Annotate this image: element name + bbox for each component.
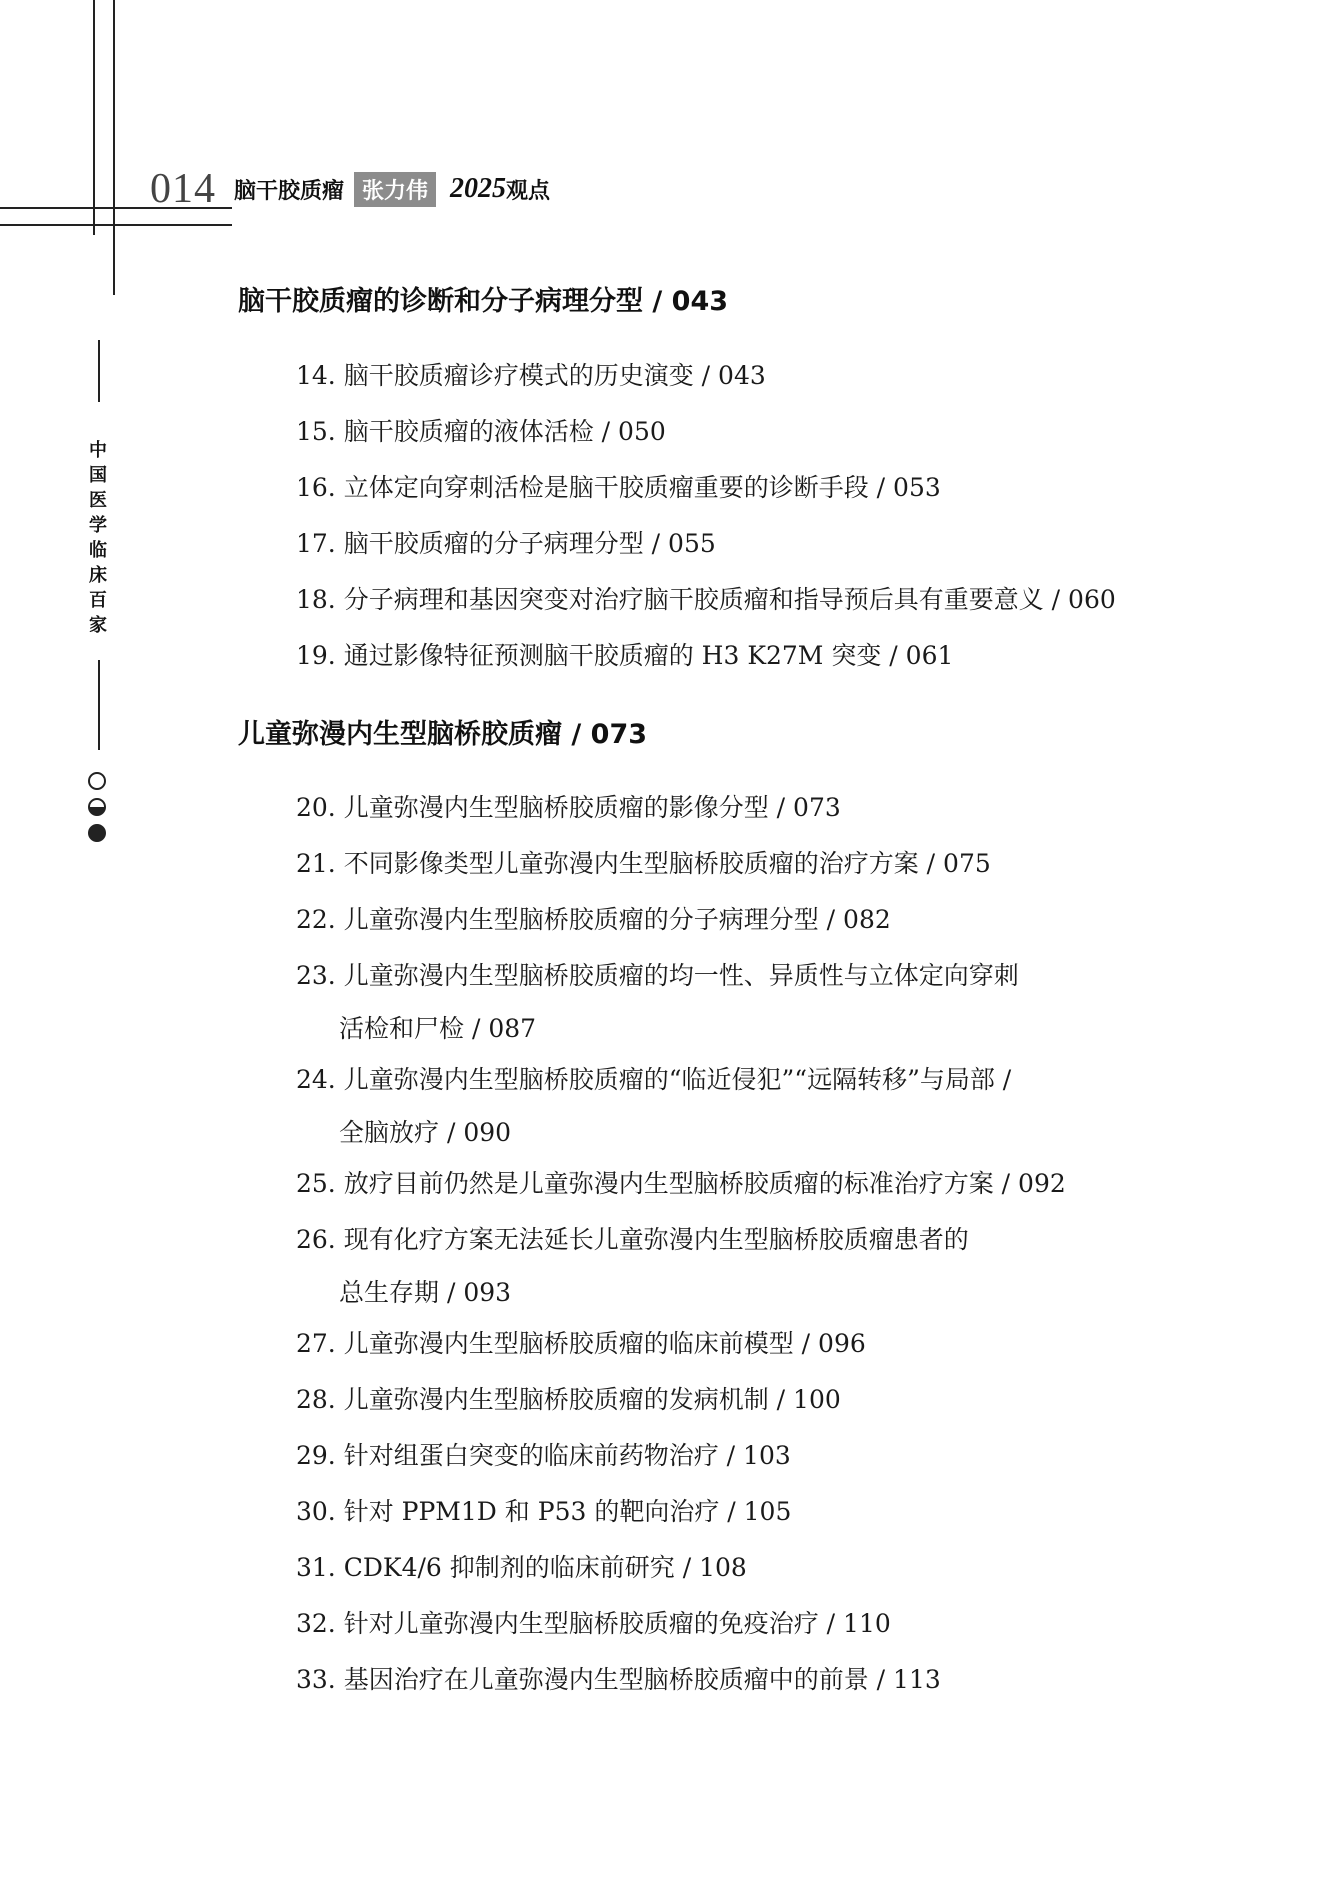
entry-text: 通过影像特征预测脑干胶质瘤的 H3 K27M 突变 / 061	[343, 641, 954, 670]
entry-text: 脑干胶质瘤诊疗模式的历史演变 / 043	[343, 361, 766, 390]
entry-number: 15.	[296, 417, 336, 446]
toc-entry	[296, 1167, 1066, 1201]
entry-number: 22.	[296, 905, 336, 934]
section-title: 儿童弥漫内生型脑桥胶质瘤 / 073	[238, 719, 648, 750]
series-char: 学	[89, 515, 107, 536]
entry-text: 针对 PPM1D 和 P53 的靶向治疗 / 105	[343, 1497, 792, 1526]
entry-number: 28.	[296, 1385, 336, 1414]
side-rule-lower	[98, 660, 100, 750]
entry-text-continuation: 全脑放疗 / 090	[339, 1118, 512, 1147]
entry-text: 儿童弥漫内生型脑桥胶质瘤的均一性、异质性与立体定向穿刺	[343, 961, 1019, 990]
entry-number: 24.	[296, 1065, 336, 1094]
series-char: 中	[89, 440, 107, 461]
edition-year: 2025	[450, 173, 507, 204]
entry-number: 31.	[296, 1553, 336, 1582]
half-filled-circle-icon	[88, 798, 106, 816]
toc-entry	[296, 1551, 747, 1585]
frame-line-horizontal-2	[0, 224, 232, 226]
entry-text: 针对儿童弥漫内生型脑桥胶质瘤的免疫治疗 / 110	[343, 1609, 891, 1638]
entry-number: 20.	[296, 793, 336, 822]
entry-text-continuation: 总生存期 / 093	[339, 1278, 512, 1307]
entry-text: 脑干胶质瘤的分子病理分型 / 055	[343, 529, 716, 558]
section-title: 脑干胶质瘤的诊断和分子病理分型 / 043	[238, 286, 729, 317]
toc-entry	[296, 847, 991, 881]
toc-entry	[296, 583, 1116, 617]
entry-number: 33.	[296, 1665, 336, 1694]
entry-text: 儿童弥漫内生型脑桥胶质瘤的“临近侵犯”“远隔转移”与局部 /	[343, 1065, 1012, 1094]
page-number: 014	[150, 166, 216, 212]
entry-text: 不同影像类型儿童弥漫内生型脑桥胶质瘤的治疗方案 / 075	[343, 849, 991, 878]
toc-entry	[296, 359, 766, 393]
entry-number: 18.	[296, 585, 336, 614]
entry-text: 儿童弥漫内生型脑桥胶质瘤的临床前模型 / 096	[343, 1329, 866, 1358]
toc-entry	[296, 415, 666, 449]
entry-text: 儿童弥漫内生型脑桥胶质瘤的分子病理分型 / 082	[343, 905, 891, 934]
series-name-vertical	[84, 438, 112, 638]
toc-entry	[296, 1607, 891, 1641]
series-char: 国	[89, 465, 107, 486]
entry-number: 29.	[296, 1441, 336, 1470]
entry-number: 30.	[296, 1497, 336, 1526]
edition-suffix: 观点	[506, 178, 551, 204]
entry-text: 现有化疗方案无法延长儿童弥漫内生型脑桥胶质瘤患者的	[343, 1225, 969, 1254]
entry-text: 儿童弥漫内生型脑桥胶质瘤的影像分型 / 073	[343, 793, 841, 822]
toc-entry	[296, 1063, 1011, 1150]
series-char: 百	[89, 590, 107, 611]
series-char: 临	[89, 540, 107, 561]
entry-number: 17.	[296, 529, 336, 558]
toc-entry	[296, 639, 953, 673]
entry-number: 32.	[296, 1609, 336, 1638]
toc-entry	[296, 471, 941, 505]
toc-entry	[296, 1663, 941, 1697]
filled-circle-icon	[88, 824, 106, 842]
entry-text: 立体定向穿刺活检是脑干胶质瘤重要的诊断手段 / 053	[343, 473, 941, 502]
entry-number: 19.	[296, 641, 336, 670]
toc-entry	[296, 791, 841, 825]
entry-text: 基因治疗在儿童弥漫内生型脑桥胶质瘤中的前景 / 113	[343, 1665, 941, 1694]
entry-number: 14.	[296, 361, 336, 390]
toc-entry	[296, 1327, 866, 1361]
author-name: 张力伟	[354, 172, 436, 207]
entry-text: 脑干胶质瘤的液体活检 / 050	[343, 417, 666, 446]
entry-text-continuation: 活检和尸检 / 087	[339, 1014, 537, 1043]
entry-text: 分子病理和基因突变对治疗脑干胶质瘤和指导预后具有重要意义 / 060	[343, 585, 1116, 614]
toc-entry	[296, 1383, 841, 1417]
entry-text: 针对组蛋白突变的临床前药物治疗 / 103	[343, 1441, 791, 1470]
entry-number: 25.	[296, 1169, 336, 1198]
series-char: 家	[89, 615, 107, 636]
book-title: 脑干胶质瘤	[234, 178, 345, 204]
entry-number: 21.	[296, 849, 336, 878]
entry-text: CDK4/6 抑制剂的临床前研究 / 108	[343, 1553, 747, 1582]
entry-text: 儿童弥漫内生型脑桥胶质瘤的发病机制 / 100	[343, 1385, 841, 1414]
entry-number: 27.	[296, 1329, 336, 1358]
entry-number: 16.	[296, 473, 336, 502]
toc-entry	[296, 1495, 791, 1529]
side-rule-upper	[98, 340, 100, 402]
empty-circle-icon	[88, 772, 106, 790]
entry-number: 23.	[296, 961, 336, 990]
series-char: 床	[89, 565, 107, 586]
toc-entry	[296, 959, 1019, 1046]
series-char: 医	[89, 490, 107, 511]
frame-line-vertical-1	[93, 0, 95, 235]
toc-entry	[296, 1223, 969, 1310]
running-header	[150, 165, 550, 213]
entry-text: 放疗目前仍然是儿童弥漫内生型脑桥胶质瘤的标准治疗方案 / 092	[343, 1169, 1066, 1198]
entry-number: 26.	[296, 1225, 336, 1254]
toc-entry	[296, 527, 716, 561]
toc-entry	[296, 1439, 791, 1473]
toc-entry	[296, 903, 891, 937]
frame-line-vertical-2	[113, 0, 115, 295]
